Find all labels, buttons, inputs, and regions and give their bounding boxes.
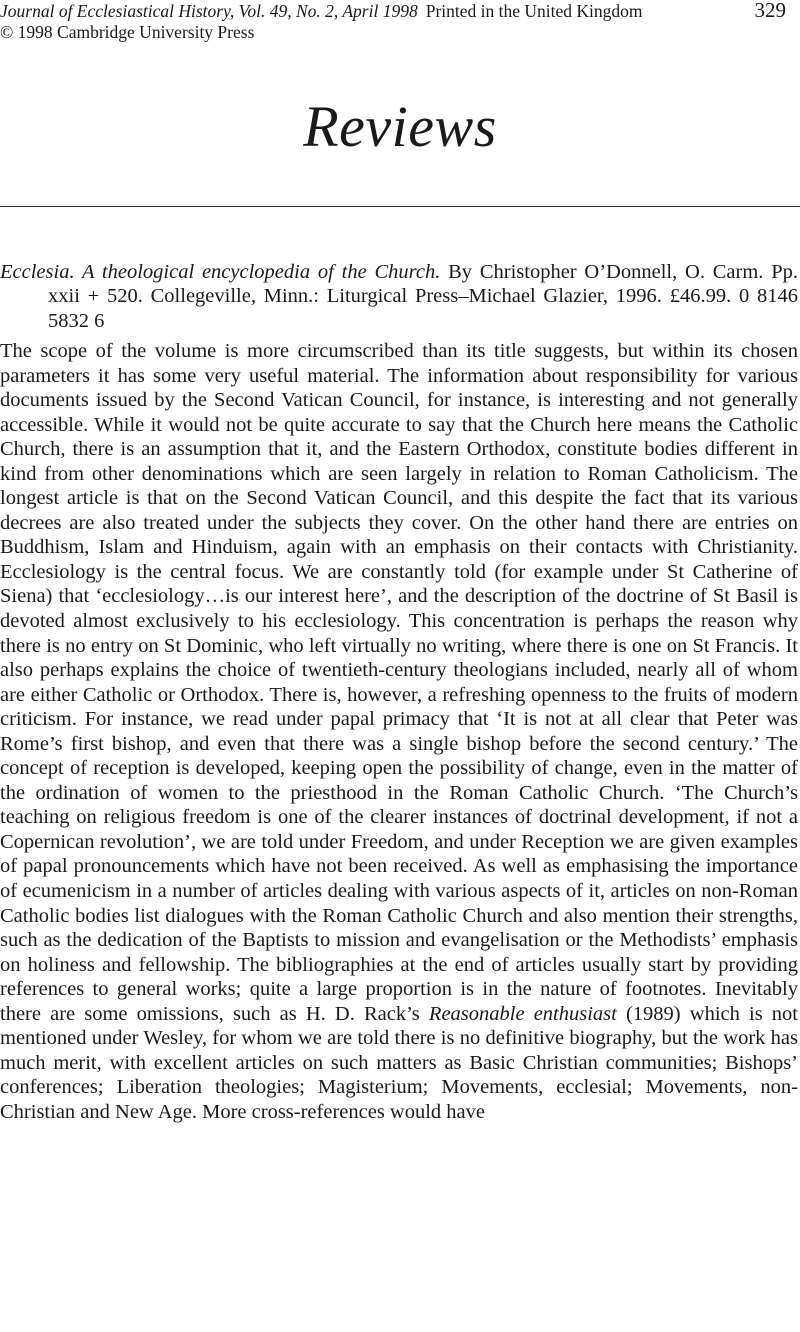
- citation-details: By Christopher O’Donnell, O. Carm. Pp. xxii + 520. Collegeville, Minn.: Liturgical Press–Michael Glazier, 1996. £46.99. 0 8146 5832 6: [48, 261, 798, 332]
- running-head: [0, 0, 786, 43]
- review-text-part1: The scope of the volume is more circumscribed than its title suggests, but within its chosen parameters it has some very useful material. The information about responsibility for various documents issued by the Second Vatican Council, for instance, is interesting and not generally accessible. While it would not be quite accurate to say that the Church here means the Catholic Church, there is an assumption that it, and the Eastern Orthodox, constitute bodies different in kind from other denominations which are seen largely in relation to Roman Catholicism. The longest article is that on the Second Vatican Council, and this despite the fact that its various decrees are also treated under the subjects they cover. On the other hand there are entries on Buddhism, Islam and Hinduism, again with an emphasis on their contacts with Christianity. Ecclesiology is the central focus. We are constantly told (for example under St Catherine of Siena) that ‘ecclesiology…is our interest here’, and the description of the doctrine of St Basil is devoted almost exclusively to his ecclesiology. This concentration is perhaps the reason why there is no entry on St Dominic, who left virtually no writing, where there is one on St Francis. It also perhaps explains the choice of twentieth-century theologians included, nearly all of whom are either Catholic or Orthodox. There is, however, a refreshing openness to the fruits of modern criticism. For instance, we read under papal primacy that ‘It is not at all clear that Peter was Rome’s first bishop, and even that there was a single bishop before the second century.’ The concept of reception is developed, keeping open the possibility of change, even in the matter of the ordination of women to the priesthood in the Roman Catholic Church. ‘The Church’s teaching on religious freedom is one of the clearer instances of doctrinal development, if not a Copernican revolution’, we are told under Freedom, and under Reception we are given examples of papal pronouncements which have not been received. As well as emphasising the importance of ecumenicism in a number of articles dealing with various aspects of it, articles on non-Roman Catholic bodies list dialogues with the Roman Catholic Church and also mention their strengths, such as the dedication of the Baptists to mission and evangelisation or the Methodists’ emphasis on holiness and fellowship. The bibliographies at the end of articles usually start by providing references to general works; quite a large proportion is in the nature of footnotes. Inevitably there are some omissions, such as H. D. Rack’s: [0, 340, 798, 1025]
- copyright-line: © 1998 Cambridge University Press: [0, 22, 255, 42]
- journal-citation: Journal of Ecclesiastical History, Vol. 49, No. 2, April 1998: [0, 1, 418, 21]
- section-title: Reviews: [303, 94, 497, 159]
- printed-location: Printed in the United Kingdom: [425, 1, 643, 21]
- review-body: [0, 339, 798, 1125]
- page-number: 329: [754, 0, 786, 22]
- running-head-line: [0, 0, 786, 22]
- review-text-part2: (1989) which is not mentioned under Wesley, for whom we are told there is no definitive biography, but the work has much merit, with excellent articles on such matters as Basic Christian communities; Bishops’ conferences; Liberation theologies; Magisterium; Movements, ecclesial; Movements, non-Christian and New Age. More cross-references would have: [0, 1002, 799, 1123]
- review-citation: [0, 260, 798, 333]
- book-title: Ecclesia. A theological encyclopedia of the Church.: [0, 261, 441, 283]
- cited-work-title: Reasonable enthusiast: [428, 1002, 617, 1025]
- section-divider: [0, 206, 800, 207]
